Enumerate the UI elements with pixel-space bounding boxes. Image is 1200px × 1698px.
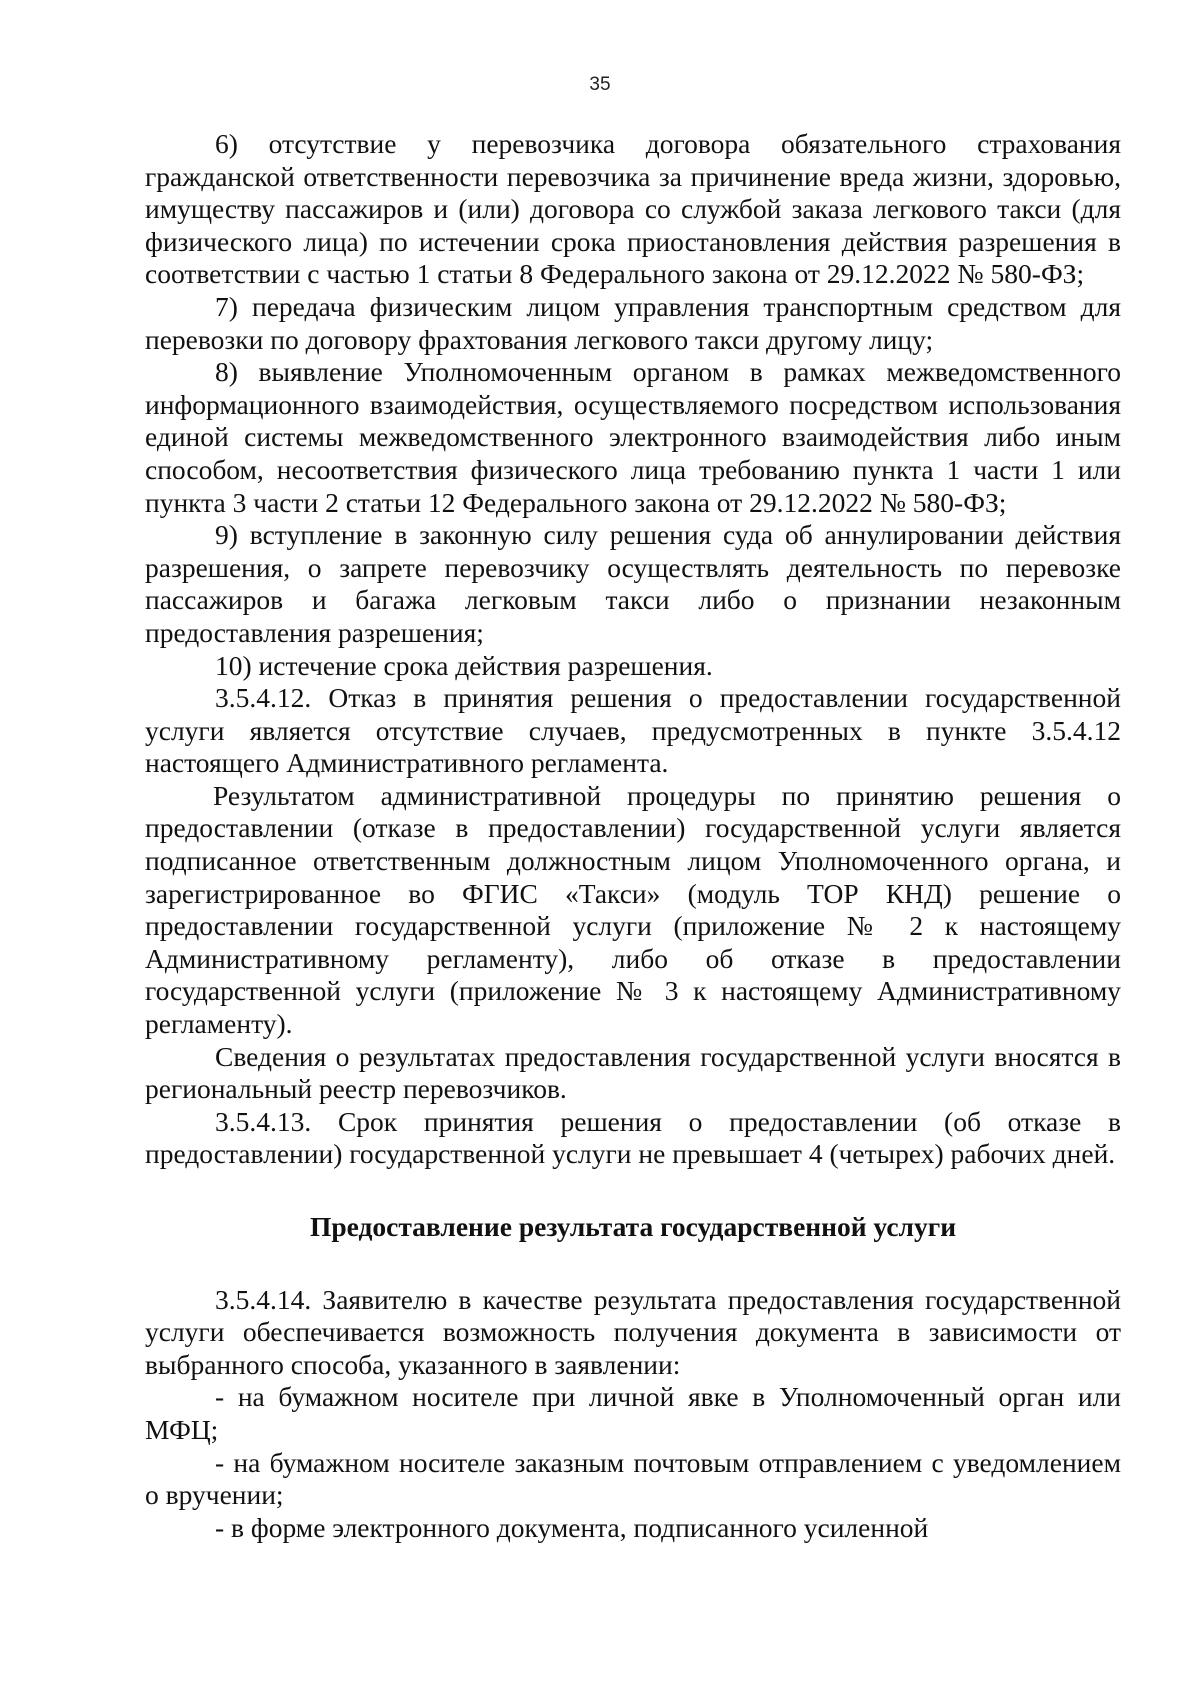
paragraph-3-5-4-13: 3.5.4.13. Срок принятия решения о предоставлении (об отказе в предоставлении) государственной услуги не превышает 4 (четырех) рабочих дней. — [145, 1105, 1121, 1170]
paragraph-3-5-4-14: 3.5.4.14. Заявителю в качестве результата предоставления государственной услуги обеспечивается возможность получения документа в зависимости от выбранного способа, указанного в заявлении: — [145, 1283, 1121, 1380]
paragraph-result: Результатом административной процедуры по принятию решения о предоставлении (отказе в предоставлении) государственной услуги является подписанное ответственным должностным лицом Уполномоченного органа, и зарегистрированное во ФГИС «Такси» (модуль ТОР КНД) решение о предоставлении государственной услуги (приложение № 2 к настоящему Административному регламенту), либо об отказе в предоставлении государственной услуги (приложение № 3 к настоящему Административному регламенту). — [145, 779, 1121, 1040]
paragraph-item-9: 9) вступление в законную силу решения суда об аннулировании действия разрешения, о запрете перевозчику осуществлять деятельность по перевозке пассажиров и багажа легковым такси либо о признании незаконным предоставления разрешения; — [145, 519, 1121, 648]
paragraph-item-10: 10) истечение срока действия разрешения. — [215, 649, 713, 681]
section-heading: Предоставление результата государственной услуги — [309, 1211, 957, 1242]
page-number: 35 — [589, 74, 611, 95]
paragraph-3-5-4-12: 3.5.4.12. Отказ в принятия решения о предоставлении государственной услуги является отсутствие случаев, предусмотренных в пункте 3.5.4.12 настоящего Административного регламента. — [145, 682, 1121, 779]
paragraph-item-6: 6) отсутствие у перевозчика договора обязательного страхования гражданской ответственности перевозчика за причинение вреда жизни, здоровью, имуществу пассажиров и (или) договора со службой заказа легкового такси (для физического лица) по истечении срока приостановления действия разрешения в соответствии с частью 1 статьи 8 Федерального закона от 29.12.2022 № 580-ФЗ; — [145, 128, 1121, 290]
list-item-paper-personal: - на бумажном носителе при личной явке в Уполномоченный орган или МФЦ; — [145, 1381, 1121, 1445]
list-item-paper-mail: - на бумажном носителе заказным почтовым отправлением с уведомлением о вручении; — [145, 1446, 1121, 1511]
paragraph-registry-info: Сведения о результатах предоставления государственной услуги вносятся в региональный реестр перевозчиков. — [145, 1040, 1121, 1105]
list-item-electronic: - в форме электронного документа, подписанного усиленной — [215, 1511, 929, 1543]
paragraph-item-8: 8) выявление Уполномоченным органом в рамках межведомственного информационного взаимодействия, осуществляемого посредством использования единой системы межведомственного электронного взаимодействия либо иным способом, несоответствия физического лица требованию пункта 1 части 1 или пункта 3 части 2 статьи 12 Федерального закона от 29.12.2022 № 580-ФЗ; — [145, 356, 1121, 518]
paragraph-item-7: 7) передача физическим лицом управления транспортным средством для перевозки по договору фрахтования легкового такси другому лицу; — [145, 290, 1121, 355]
document-body — [145, 128, 1121, 1544]
